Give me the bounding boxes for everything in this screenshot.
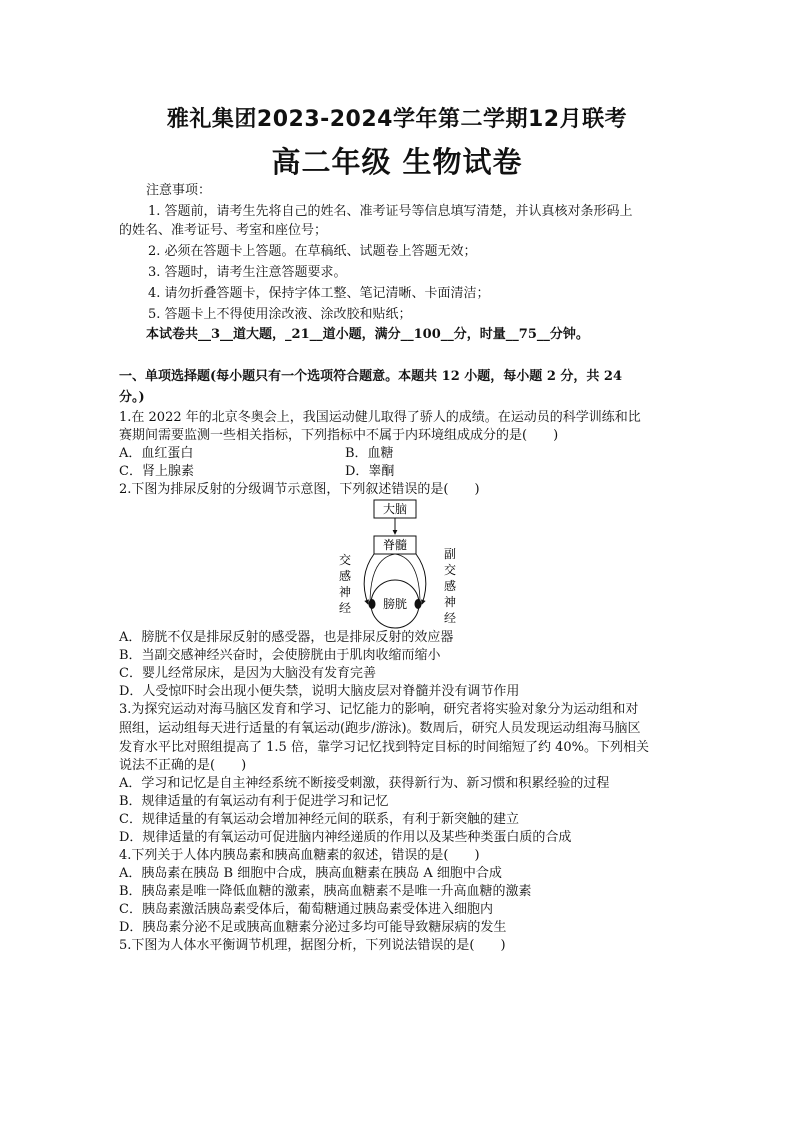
q2-option-b: B．当副交感神经兴奋时，会使膀胱由于肌肉收缩而缩小 — [119, 648, 441, 663]
q4-option-b: B．胰岛素是唯一降低血糖的激素，胰高血糖素不是唯一升高血糖的激素 — [119, 884, 532, 899]
q1-option-d: D．睾酮 — [345, 464, 395, 479]
q3-stem-cont-1: 照组，运动组每天进行适量的有氧运动(跑步/游泳)。数周后，研究人员发现运动组海马脑区 — [119, 721, 641, 736]
notice-item-2: 2. 必须在答题卡上答题。在草稿纸、试题卷上答题无效； — [148, 244, 477, 259]
q3-option-d: D．规律适量的有氧运动可促进脑内神经递质的作用以及某些种类蛋白质的合成 — [119, 830, 572, 845]
parasympathetic-char-4: 神 — [443, 595, 457, 609]
q2-option-d: D．人受惊吓时会出现小便失禁，说明大脑皮层对脊髓并没有调节作用 — [119, 684, 520, 699]
notice-item-4: 4. 请勿折叠答题卡，保持字体工整、笔记清晰、卡面清洁； — [148, 286, 490, 301]
exam-summary: 本试卷共__3__道大题，_21__道小题，满分__100__分，时量__75__分钟。 — [146, 327, 589, 342]
notice-item-3: 3. 答题时，请考生注意答题要求。 — [148, 265, 347, 280]
parasympathetic-char-5: 经 — [443, 611, 457, 625]
brain-label: 大脑 — [382, 502, 408, 516]
q4-stem: 4.下列关于人体内胰岛素和胰高血糖素的叙述，错误的是( ) — [119, 848, 480, 863]
notice-item-1: 1. 答题前，请考生先将自己的姓名、准考证号等信息填写清楚，并认真核对条形码上 — [148, 204, 633, 219]
spinal-label: 脊髓 — [382, 538, 408, 552]
q3-stem-cont-3: 说法不正确的是( ) — [119, 758, 247, 773]
nerve-ending-right — [415, 599, 422, 609]
q2-stem: 2.下图为排尿反射的分级调节示意图，下列叙述错误的是( ) — [119, 482, 480, 497]
q1-stem: 1.在 2022 年的北京冬奥会上，我国运动健儿取得了骄人的成绩。在运动员的科学训练和比 — [119, 410, 641, 425]
q1-option-a: A．血红蛋白 — [119, 446, 194, 461]
q4-option-c: C．胰岛素激活胰岛素受体后，葡萄糖通过胰岛素受体进入细胞内 — [119, 902, 493, 917]
bladder-label: 膀胱 — [382, 597, 408, 611]
nerve-ending-left — [369, 599, 376, 609]
parasympathetic-char-3: 感 — [443, 579, 457, 593]
q4-option-a: A．胰岛素在胰岛 B 细胞中合成，胰高血糖素在胰岛 A 细胞中合成 — [119, 866, 502, 881]
notice-item-1-cont: 的姓名、准考证号、考室和座位号； — [119, 223, 328, 238]
section-heading: 一、单项选择题(每小题只有一个选项符合题意。本题共 12 小题，每小题 2 分，共 24 — [119, 369, 623, 384]
q2-option-a: A．膀胱不仅是排尿反射的感受器，也是排尿反射的效应器 — [119, 630, 454, 645]
notice-heading: 注意事项： — [146, 183, 212, 198]
sympathetic-char-3: 神 — [338, 585, 352, 599]
q1-stem-cont: 赛期间需要监测一些相关指标，下列指标中不属于内环境组成成分的是( ) — [119, 428, 559, 443]
q5-stem: 5.下图为人体水平衡调节机理，据图分析，下列说法错误的是( ) — [119, 938, 506, 953]
exam-subtitle: 高二年级 生物试卷 — [271, 145, 523, 179]
q3-stem: 3.为探究运动对海马脑区发育和学习、记忆能力的影响，研究者将实验对象分为运动组和对 — [119, 702, 639, 717]
reflex-diagram — [330, 496, 470, 632]
q4-option-d: D．胰岛素分泌不足或胰高血糖素分泌过多均可能导致糖尿病的发生 — [119, 920, 507, 935]
q3-stem-cont-2: 发育水平比对照组提高了 1.5 倍，靠学习记忆找到特定目标的时间缩短了约 40%。下列相关 — [119, 740, 649, 755]
q1-option-c: C．肾上腺素 — [119, 464, 194, 479]
parasympathetic-char-1: 副 — [443, 547, 457, 561]
notice-item-5: 5. 答题卡上不得使用涂改液、涂改胶和贴纸； — [148, 307, 412, 322]
parasympathetic-char-2: 交 — [443, 563, 457, 577]
sympathetic-char-1: 交 — [338, 553, 352, 567]
sympathetic-char-4: 经 — [338, 601, 352, 615]
exam-title: 雅礼集团2023-2024学年第二学期12月联考 — [166, 107, 628, 132]
sympathetic-char-2: 感 — [338, 569, 352, 583]
q3-option-b: B．规律适量的有氧运动有利于促进学习和记忆 — [119, 794, 389, 809]
q3-option-a: A．学习和记忆是自主神经系统不断接受刺激，获得新行为、新习惯和积累经验的过程 — [119, 776, 610, 791]
q1-option-b: B．血糖 — [345, 446, 394, 461]
section-heading-cont: 分。) — [119, 390, 145, 405]
q3-option-c: C．规律适量的有氧运动会增加神经元间的联系，有利于新突触的建立 — [119, 812, 519, 827]
q2-option-c: C．婴儿经常尿床，是因为大脑没有发育完善 — [119, 666, 376, 681]
